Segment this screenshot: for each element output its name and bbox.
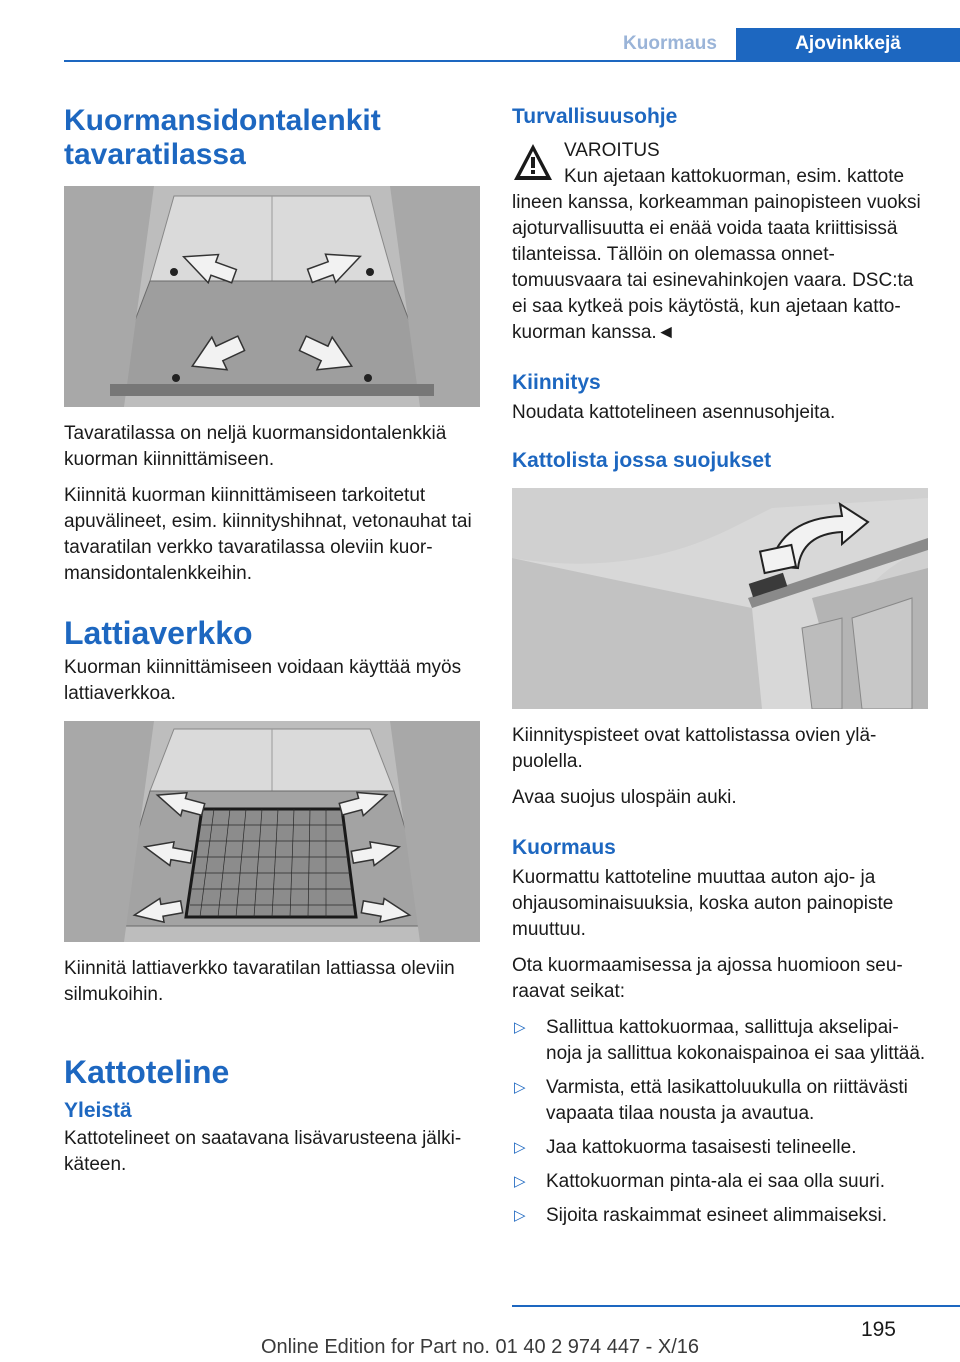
footer-rule: [512, 1305, 960, 1307]
bullet-triangle-icon: ▷: [514, 1173, 526, 1190]
subtitle-safety: Turvallisuusohje: [512, 105, 678, 128]
paragraph-mounting: Noudata kattotelineen asennusohjeita.: [512, 402, 836, 423]
warning-label: VAROITUS: [564, 140, 660, 161]
list-item: ▷ Varmista, että lasikattoluukulla on riittävästi vapaata tilaa nousta ja avautua.: [512, 1075, 928, 1127]
roof-rail-illustration: [512, 488, 928, 709]
floor-net-illustration: [64, 721, 480, 942]
header-rule: [64, 60, 960, 62]
header-tab-section[interactable]: Kuormaus: [604, 28, 736, 60]
list-item: ▷ Jaa kattokuorma tasaisesti telineelle.: [512, 1135, 928, 1161]
paragraph-rail-points: Kiinnityspisteet ovat kattolistassa ovien yläpuolella.: [512, 725, 877, 772]
header-tab-chapter[interactable]: Ajovinkkejä: [736, 28, 960, 60]
warning-text: lineen kanssa, korkeamman painopisteen vuoksi ajoturvallisuutta ei enää voida taata kriittisissä tilanteissa. Tällöin on olemassa onnettomuusvaara tai esinevahinkojen vaara. DSC:ta ei saa kytkeä pois käytöstä, kun ajetaan kattokuorman kanssa.◄: [512, 192, 921, 343]
bullet-triangle-icon: ▷: [514, 1207, 526, 1224]
subtitle-roof-rail: Kattolista jossa suojukset: [512, 449, 772, 472]
paragraph-floor-net: Kuorman kiinnittämiseen voidaan käyttää myös lattiaverkkoa.: [64, 657, 462, 704]
left-column: [64, 104, 480, 1178]
subtitle-mounting: Kiinnitys: [512, 371, 601, 394]
bullet-triangle-icon: ▷: [514, 1019, 526, 1036]
paragraph-anchor-intro: Tavaratilassa on neljä kuormansidontalenkkiä kuorman kiinnittämiseen.: [64, 423, 447, 470]
paragraph-rail-open: Avaa suojus ulospäin auki.: [512, 787, 737, 808]
right-column: [512, 104, 928, 1237]
bullet-triangle-icon: ▷: [514, 1079, 526, 1096]
paragraph-general: Kattotelineet on saatavana lisävarusteena jälkikäteen.: [64, 1128, 462, 1175]
footer-edition: [0, 1336, 960, 1359]
subtitle-general: Yleistä: [64, 1099, 132, 1122]
warning-first-line: Kun ajetaan kattokuorman, esim. kattote: [564, 166, 905, 187]
paragraph-floor-net-attach: Kiinnitä lattiaverkko tavaratilan lattiassa oleviin silmukoihin.: [64, 958, 455, 1005]
paragraph-loading-2: Ota kuormaamisessa ja ajossa huomioon seuraavat seikat:: [512, 955, 903, 1002]
title-anchor-points: Kuormansidontalenkit tavaratilassa: [64, 104, 381, 171]
subtitle-loading: Kuormaus: [512, 836, 616, 859]
warning-triangle-icon: [512, 142, 554, 182]
floor-net-photo: [64, 721, 480, 942]
trunk-anchor-photo: [64, 186, 480, 407]
paragraph-loading-1: Kuormattu kattoteline muuttaa auton ajo- ja ohjausominaisuuksia, koska auton painopiste muuttuu.: [512, 867, 894, 940]
list-item: ▷ Sijoita raskaimmat esineet alimmaiseksi.: [512, 1203, 928, 1229]
roof-rail-photo: [512, 488, 928, 709]
title-floor-net: Lattiaverkko: [64, 615, 253, 651]
loading-bullet-list: [512, 1015, 928, 1229]
list-item: ▷ Kattokuorman pinta-ala ei saa olla suuri.: [512, 1169, 928, 1195]
bullet-triangle-icon: ▷: [514, 1139, 526, 1156]
title-roof-rack: Kattoteline: [64, 1054, 230, 1090]
paragraph-anchor-usage: Kiinnitä kuorman kiinnittämiseen tarkoitetut apuvälineet, esim. kiinnityshihnat, vetonauhat tai tavaratilan verkko tavaratilassa oleviin kuormansidontalenkkeihin.: [64, 485, 472, 584]
list-item: ▷ Sallittua kattokuormaa, sallittuja akselipainoja ja sallittua kokonaispainoa ei saa ylittää.: [512, 1015, 928, 1067]
trunk-anchor-illustration: [64, 186, 480, 407]
page-number: 195: [860, 1318, 896, 1341]
warning-block: [512, 138, 928, 190]
footer-edition-text: Online Edition for Part no. 01 40 2 974 447 - X/16: [260, 1336, 700, 1358]
